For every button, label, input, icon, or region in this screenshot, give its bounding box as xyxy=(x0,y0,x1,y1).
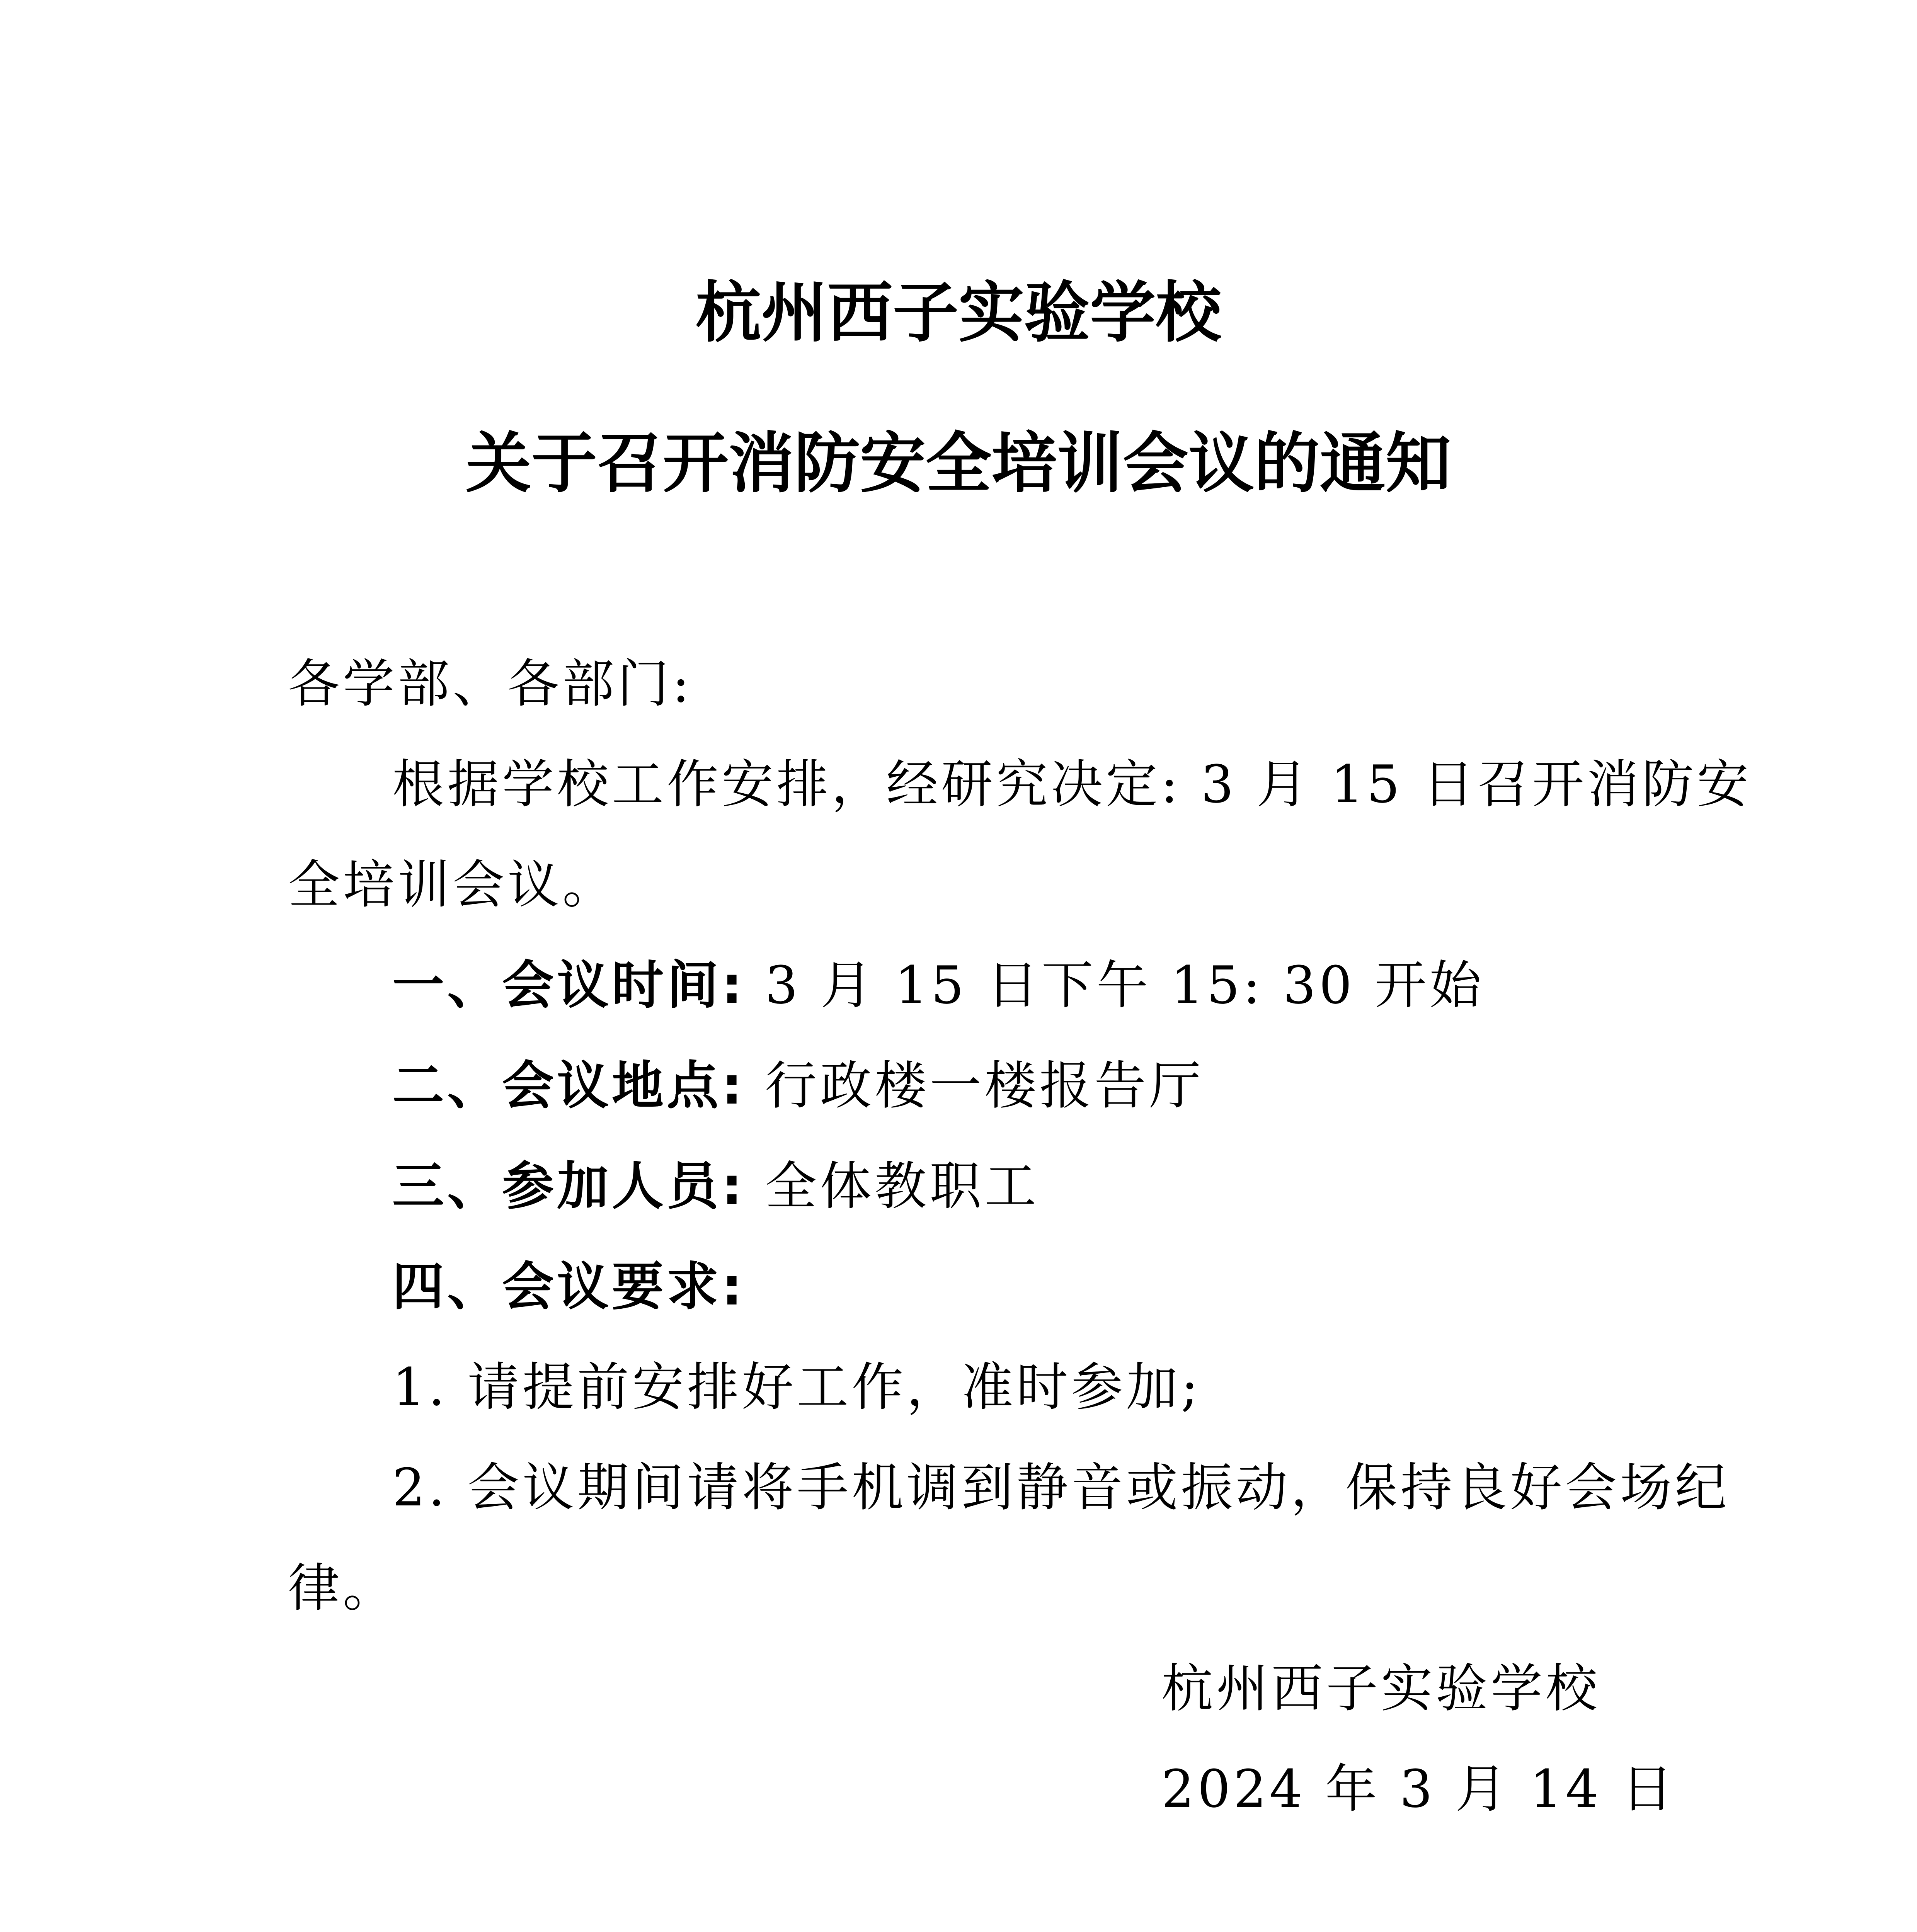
item-requirements-label: 四、会议要求: xyxy=(392,1257,746,1317)
requirement-2-line-2: 律。 xyxy=(288,1558,398,1618)
item-meeting-location xyxy=(392,1051,1204,1121)
item-attendees-value: 全体教职工 xyxy=(745,1156,1040,1216)
signature-date: 2024 年 3 月 14 日 xyxy=(1161,1759,1676,1819)
item-meeting-location-label: 二、会议地点: xyxy=(392,1056,746,1116)
item-requirements xyxy=(392,1252,746,1321)
signature-organization: 杭州西子实验学校 xyxy=(1161,1658,1601,1719)
requirement-2-line-1: 2. 会议期间请将手机调到静音或振动，保持良好会场纪 xyxy=(392,1458,1730,1518)
item-meeting-location-value: 行政楼一楼报告厅 xyxy=(745,1056,1204,1116)
item-attendees xyxy=(392,1151,1039,1221)
requirement-1: 1. 请提前安排好工作，准时参加; xyxy=(392,1357,1202,1417)
document-title-notice: 关于召开消防安全培训会议的通知 xyxy=(465,425,1451,502)
item-meeting-time-value: 3 月 15 日下午 15: 30 开始 xyxy=(745,955,1485,1015)
intro-paragraph-line-1: 根据学校工作安排，经研究决定: 3 月 15 日召开消防安 xyxy=(392,754,1752,815)
salutation: 各学部、各部门: xyxy=(288,654,693,714)
item-meeting-time xyxy=(392,951,1485,1020)
item-meeting-time-label: 一、会议时间: xyxy=(392,955,746,1015)
document-title-school: 杭州西子实验学校 xyxy=(695,275,1221,351)
intro-paragraph-line-2: 全培训会议。 xyxy=(288,855,618,915)
item-attendees-label: 三、参加人员: xyxy=(392,1156,746,1216)
